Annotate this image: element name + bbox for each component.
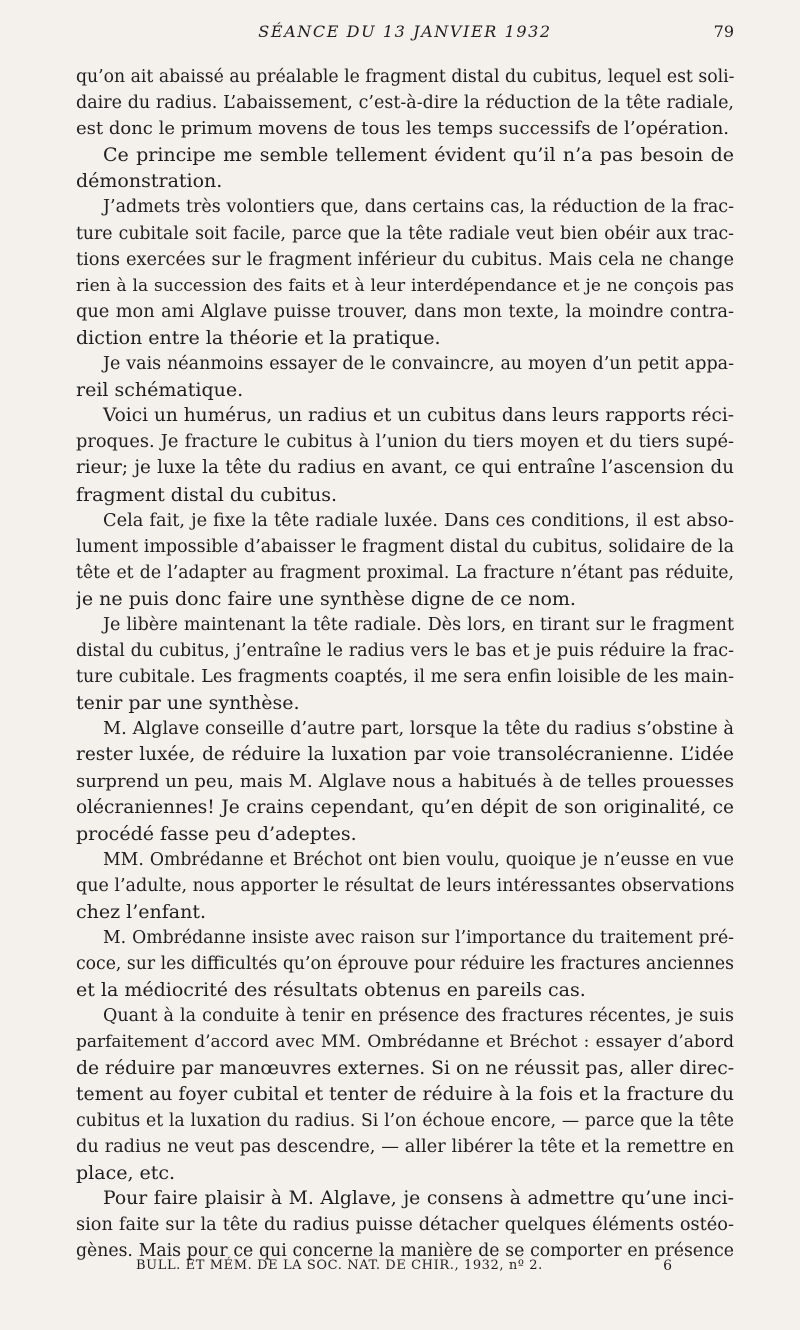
- text-line: M. Alglave conseille d’autre part, lorsque la tête du radius s’obstine à: [103, 719, 734, 740]
- page-number: 79: [713, 22, 734, 41]
- text-line: Quant à la conduite à tenir en présence des fractures récentes, je suis: [103, 1006, 734, 1027]
- text-line: sion faite sur la tête du radius puisse détacher quelques éléments ostéo-: [76, 1215, 734, 1236]
- text-line: tions exercées sur le fragment inférieur du cubitus. Mais cela ne change: [76, 249, 734, 270]
- text-line: coce, sur les difficultés qu’on éprouve pour réduire les fractures anciennes: [76, 954, 734, 975]
- text-line: Je libère maintenant la tête radiale. Dès lors, en tirant sur le fragment: [103, 614, 734, 635]
- text-line: M. Ombrédanne insiste avec raison sur l’importance du traitement pré-: [103, 928, 734, 949]
- text-line: MM. Ombrédanne et Bréchot ont bien voulu, quoique je n’eusse en vue: [103, 849, 734, 870]
- text-line: démonstration.: [76, 170, 223, 193]
- text-line: du radius ne veut pas descendre, — aller libérer la tête et la remettre en: [76, 1136, 734, 1157]
- text-line: Cela fait, je fixe la tête radiale luxée. Dans ces conditions, il est abso-: [103, 510, 734, 531]
- text-line: distal du cubitus, j’entraîne le radius vers le bas et je puis réduire la frac-: [76, 641, 734, 662]
- text-line: qu’on ait abaissé au préalable le fragment distal du cubitus, lequel est soli-: [76, 67, 734, 87]
- text-line: proques. Je fracture le cubitus à l’union du tiers moyen et du tiers supé-: [76, 432, 734, 453]
- text-line: Pour faire plaisir à M. Alglave, je consens à admettre qu’une inci-: [103, 1188, 734, 1210]
- text-line: Je vais néanmoins essayer de le convaincre, au moyen d’un petit appa-: [103, 354, 734, 375]
- text-line: procédé fasse peu d’adeptes.: [76, 822, 357, 845]
- running-title: SÉANCE DU 13 JANVIER 1932: [258, 22, 552, 41]
- text-line: surprend un peu, mais M. Alglave nous a habitués à de telles prouesses: [76, 770, 734, 792]
- text-line: est donc le primum movens de tous les temps successifs de l’opération.: [76, 118, 730, 140]
- text-line: chez l’enfant.: [76, 901, 207, 923]
- text-line: ture cubitale soit facile, parce que la tête radiale veut bien obéir aux trac-: [76, 223, 734, 244]
- text-line: Voici un humérus, un radius et un cubitus dans leurs rapports réci-: [103, 405, 734, 427]
- text-line: place, etc.: [76, 1161, 176, 1184]
- text-line: diction entre la théorie et la pratique.: [76, 326, 441, 349]
- text-line: et la médiocrité des résultats obtenus en pareils cas.: [76, 979, 586, 1002]
- text-line: gènes. Mais pour ce qui concerne la manière de se comporter en présence: [76, 1241, 734, 1262]
- text-line: olécraniennes! Je crains cependant, qu’en dépit de son originalité, ce: [76, 796, 734, 818]
- text-line: J’admets très volontiers que, dans certains cas, la réduction de la frac-: [103, 197, 734, 218]
- text-line: ture cubitale. Les fragments coaptés, il me sera enfin loisible de les main-: [76, 667, 734, 688]
- body-text: [76, 64, 734, 1264]
- text-line: reil schématique.: [76, 379, 244, 402]
- text-line: tement au foyer cubital et tenter de réduire à la fois et la fracture du: [76, 1083, 734, 1105]
- text-line: rieur; je luxe la tête du radius en avant, ce qui entraîne l’ascension du: [76, 457, 734, 479]
- text-line: de réduire par manœuvres externes. Si on ne réussit pas, aller direc-: [76, 1057, 734, 1079]
- text-line: tenir par une synthèse.: [76, 692, 300, 715]
- text-line: daire du radius. L’abaissement, c’est-à-dire la réduction de la tête radiale,: [76, 93, 734, 114]
- page-footer: [76, 1258, 734, 1280]
- text-line: fragment distal du cubitus.: [76, 483, 338, 506]
- text-line: je ne puis donc faire une synthèse digne de ce nom.: [76, 587, 576, 610]
- footer-signature-mark: 6: [663, 1258, 672, 1274]
- text-line: Ce principe me semble tellement évident qu’il n’a pas besoin de: [103, 144, 734, 167]
- footer-journal-reference: BULL. ET MÉM. DE LA SOC. NAT. DE CHIR., 1932, nº 2.: [136, 1258, 543, 1273]
- text-line: tête et de l’adapter au fragment proximal. La fracture n’étant pas réduite,: [76, 562, 734, 583]
- text-line: que l’adulte, nous apporter le résultat de leurs intéressantes observations: [76, 875, 734, 896]
- text-line: rien à la succession des faits et à leur interdépendance et je ne conçois pas: [76, 275, 734, 296]
- text-line: que mon ami Alglave puisse trouver, dans mon texte, la moindre contra-: [76, 301, 734, 322]
- text-line: parfaitement d’accord avec MM. Ombrédanne et Bréchot : essayer d’abord: [76, 1032, 734, 1053]
- running-head: [76, 22, 734, 46]
- text-line: rester luxée, de réduire la luxation par voie transolécranienne. L’idée: [76, 744, 734, 766]
- text-line: cubitus et la luxation du radius. Si l’on échoue encore, — parce que la tête: [76, 1110, 734, 1131]
- text-line: lument impossible d’abaisser le fragment distal du cubitus, solidaire de la: [76, 536, 734, 557]
